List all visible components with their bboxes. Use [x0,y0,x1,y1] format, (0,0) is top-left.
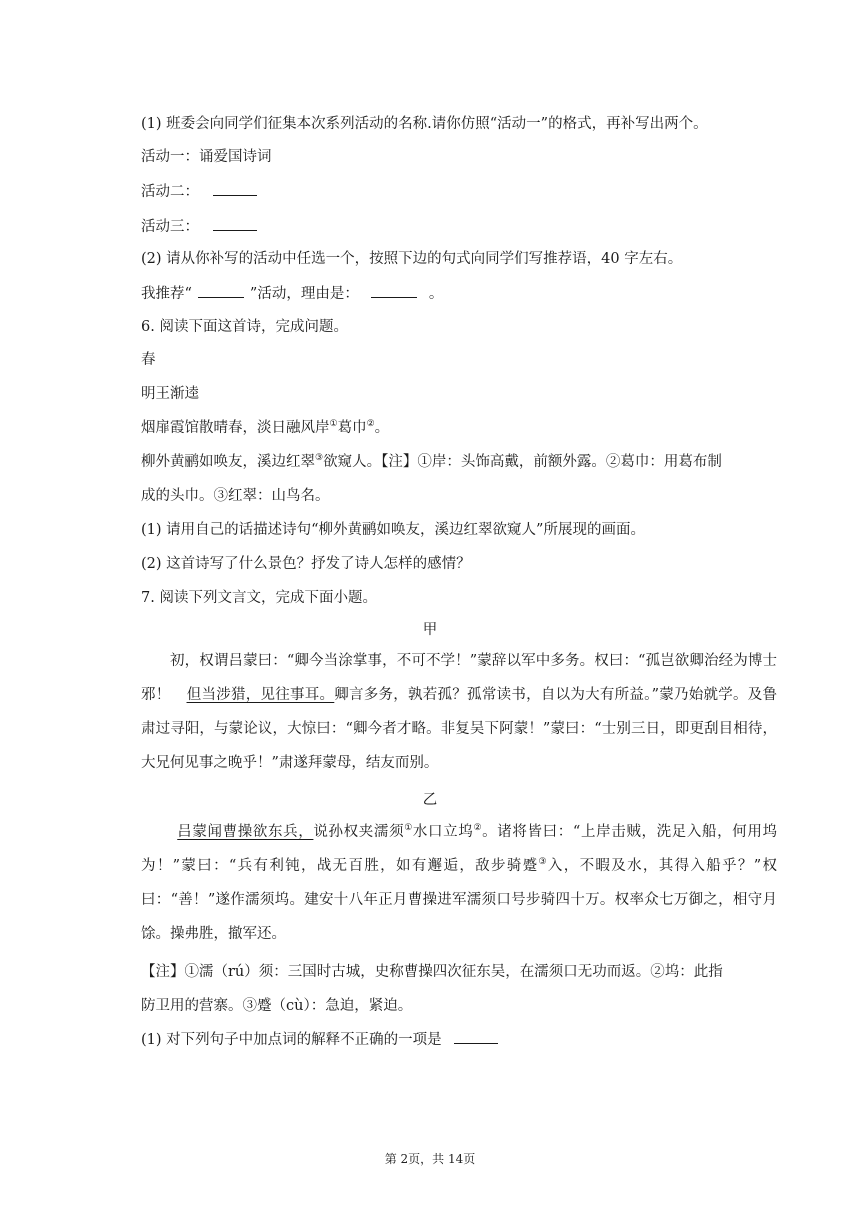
passage-jia [141,644,777,780]
footnote-marker: ② [366,419,375,430]
q5-rec-middle: ”活动，理由是： [249,286,359,302]
q7-sub1-text: (1) 对下列句子中加点词的解释不正确的一项是 [141,1032,442,1048]
answer-blank [454,1029,498,1044]
page-footer: 第 2页，共 14页 [384,1152,476,1166]
footnote-marker: ③ [538,857,548,868]
passage-text: 入，不暇及水，其得入船乎？”权曰：“善！”遂作濡须坞。建安十八年正月曹操进军濡须口号步骑四十万。权率众七万御之，相守月馀。操弗胜，撤军还。 [141,858,777,942]
q6-header: 6. 阅读下面这首诗，完成问题。 [141,319,348,335]
q5-activity-3-label: 活动三： [141,219,199,235]
q7-header: 7. 阅读下列文言文，完成下面小题。 [141,590,377,606]
passage-yi [141,815,777,951]
poem-line-1 [141,418,389,438]
answer-blank [371,283,417,298]
passage-text: 初，权谓吕蒙曰：“卿今当涂掌事，不可不学！”蒙辞以军中多务。权曰：“孤岂欲卿治经为博士邪！ [141,653,777,703]
answer-blank [213,216,257,231]
footnote-marker: ③ [315,453,324,464]
poem-text: 葛巾 [337,420,367,436]
poem-note-cont: 成的头巾。③红翠：山鸟名。 [141,488,330,504]
q6-sub1: (1) 请用自己的话描述诗句“柳外黄鹂如唤友，溪边红翠欲窥人”所展现的画面。 [141,522,645,538]
underlined-sentence: 吕蒙闻曹操欲东兵， [177,824,314,840]
answer-blank [198,283,244,298]
poem-author: 明王渐逵 [141,386,199,402]
q7-note-1: 【注】①濡（rú）须：三国时古城，史称曹操四次征东吴，在濡须口无功而返。②坞：此指 [141,964,723,980]
q7-sub1 [141,1029,498,1050]
footnote-marker: ② [473,823,483,834]
q5-recommend-line [141,283,443,304]
q5-rec-end: 。 [428,286,444,302]
poem-text: 。 [374,420,390,436]
q6-sub2: (2) 这首诗写了什么景色？抒发了诗人怎样的感情？ [141,556,471,572]
answer-blank [213,181,257,196]
footnote-marker: ① [329,419,338,430]
q5-activity-1: 活动一：诵爱国诗词 [141,149,272,165]
footnote-marker: ① [404,823,413,834]
poem-title: 春 [141,352,156,368]
passage-text: 水口立坞 [412,824,474,840]
q5-sub1: (1) 班委会向同学们征集本次系列活动的名称.请你仿照“活动一”的格式，再补写出两个。 [141,116,708,132]
q5-rec-prefix: 我推荐“ [141,286,192,302]
poem-text: 柳外黄鹂如唤友，溪边红翠 [141,454,315,470]
q7-note-2: 防卫用的营寨。③蹙（cù）：急迫，紧迫。 [141,998,413,1014]
passage-yi-title: 乙 [422,792,438,808]
poem-line-2 [141,452,722,472]
passage-text: 。诸将皆曰：“上岸击贼，洗足入船，何用坞为！”蒙曰：“兵有利钝，战无百胜，如有邂逅，敌步骑蹙 [141,824,778,874]
q5-sub2: (2) 请从你补写的活动中任选一个，按照下边的句式向同学们写推荐语，40 字左右。 [141,251,683,267]
underlined-sentence: 但当涉猎，见往事耳。 [186,687,335,703]
poem-text: 烟扉霞馆散晴春，淡日融风岸 [141,420,330,436]
q5-activity-2 [141,181,257,202]
q5-activity-2-label: 活动二： [141,184,199,200]
q5-activity-3 [141,216,257,237]
passage-text: 卿言多务，孰若孤？孤常读书，自以为大有所益。”蒙乃始就学。及鲁肃过寻阳，与蒙论议，大惊曰：“卿今者才略。非复吴下阿蒙！”蒙曰：“士别三日，即更刮目相待，大兄何见事之晚乎！”肃遂拜蒙母，结友而别。 [141,687,778,771]
passage-jia-title: 甲 [422,622,438,638]
passage-text: 说孙权夹濡须 [313,824,405,840]
poem-text: 欲窥人。【注】①岸：头饰高戴，前额外露。②葛巾：用葛布制 [323,454,722,470]
